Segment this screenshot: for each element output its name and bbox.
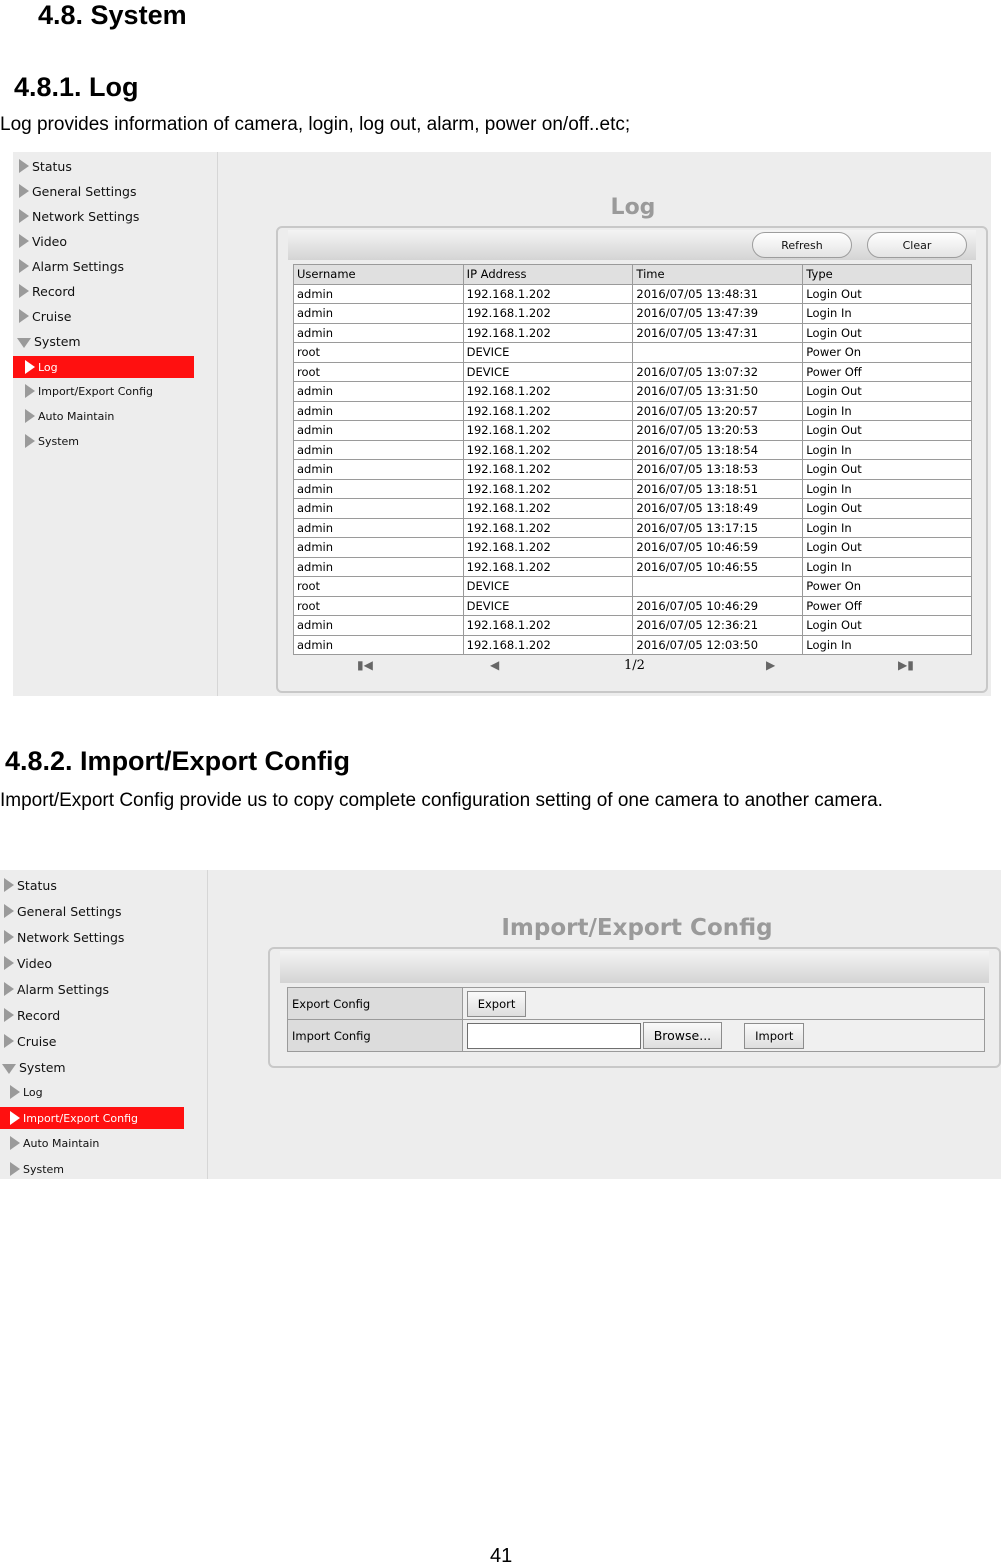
next-page-icon[interactable]: ▶ (766, 658, 776, 672)
nav-label: System (34, 333, 81, 349)
nav-label: Cruise (17, 1033, 57, 1049)
ie-sidebar (0, 870, 208, 1179)
export-config-label: Export Config (288, 988, 463, 1020)
col-ip-address: IP Address (463, 265, 633, 285)
arrow-down-icon (17, 338, 31, 348)
log-frame (276, 226, 988, 693)
nav-label: Status (32, 158, 72, 174)
arrow-right-icon (19, 259, 29, 273)
nav-system[interactable] (2, 1056, 66, 1078)
arrow-right-icon (19, 234, 29, 248)
subnav-auto-maintain[interactable] (10, 1132, 99, 1154)
page-number: 41 (490, 1545, 513, 1567)
nav-label: General Settings (32, 183, 137, 199)
cell-username: admin (294, 499, 464, 519)
cell-ip-address: DEVICE (463, 362, 633, 382)
log-row (294, 362, 972, 382)
nav-network-settings[interactable] (19, 205, 139, 227)
nav-label: Alarm Settings (32, 258, 125, 274)
cell-ip-address: 192.168.1.202 (463, 421, 633, 441)
cell-time: 2016/07/05 10:46:29 (633, 596, 803, 616)
subnav-system[interactable] (25, 430, 79, 452)
nav-record[interactable] (4, 1004, 60, 1026)
subnav-log[interactable] (10, 1081, 43, 1103)
cell-type: Login Out (803, 460, 972, 480)
cell-ip-address: 192.168.1.202 (463, 499, 633, 519)
cell-username: admin (294, 440, 464, 460)
nav-label: Auto Maintain (38, 409, 115, 423)
cell-ip-address: DEVICE (463, 577, 633, 597)
cell-type: Login In (803, 518, 972, 538)
cell-username: admin (294, 538, 464, 558)
arrow-right-icon (19, 209, 29, 223)
cell-ip-address: 192.168.1.202 (463, 479, 633, 499)
cell-time: 2016/07/05 13:18:51 (633, 479, 803, 499)
clear-button[interactable]: Clear (867, 232, 967, 258)
cell-time: 2016/07/05 10:46:55 (633, 557, 803, 577)
arrow-right-icon (4, 930, 14, 944)
refresh-button[interactable]: Refresh (752, 232, 852, 258)
nav-label: Log (38, 360, 58, 374)
nav-label: Cruise (32, 308, 72, 324)
log-row (294, 479, 972, 499)
cell-ip-address: 192.168.1.202 (463, 304, 633, 324)
cell-type: Login In (803, 557, 972, 577)
cell-ip-address: 192.168.1.202 (463, 518, 633, 538)
arrow-right-icon (25, 384, 35, 398)
log-row (294, 635, 972, 655)
cell-username: admin (294, 304, 464, 324)
cell-username: root (294, 577, 464, 597)
arrow-right-icon (19, 184, 29, 198)
cell-username: admin (294, 284, 464, 304)
cell-ip-address: DEVICE (463, 343, 633, 363)
cell-ip-address: 192.168.1.202 (463, 635, 633, 655)
cell-time: 2016/07/05 10:46:59 (633, 538, 803, 558)
nav-label: Network Settings (32, 208, 140, 224)
log-row (294, 323, 972, 343)
col-time: Time (633, 265, 803, 285)
log-row (294, 499, 972, 519)
cell-type: Login Out (803, 616, 972, 636)
cell-ip-address: 192.168.1.202 (463, 440, 633, 460)
section-title: 4.8. System (38, 0, 187, 30)
subnav-system[interactable] (10, 1158, 64, 1180)
cell-type: Login Out (803, 382, 972, 402)
import-button[interactable]: Import (744, 1023, 804, 1049)
ie-toolbar (280, 951, 989, 983)
arrow-right-icon (19, 309, 29, 323)
log-row (294, 538, 972, 558)
cell-username: root (294, 596, 464, 616)
cell-type: Login In (803, 401, 972, 421)
cell-time: 2016/07/05 13:18:54 (633, 440, 803, 460)
cell-type: Power Off (803, 596, 972, 616)
log-header-row (294, 265, 972, 285)
cell-username: admin (294, 460, 464, 480)
subnav-import-export[interactable] (25, 380, 153, 402)
arrow-right-icon (10, 1111, 20, 1125)
nav-cruise[interactable] (19, 305, 71, 327)
cell-username: admin (294, 616, 464, 636)
import-export-screenshot (0, 870, 1001, 1179)
log-row (294, 557, 972, 577)
arrow-right-icon (10, 1136, 20, 1150)
log-table (293, 264, 972, 655)
nav-status[interactable] (4, 874, 57, 896)
nav-label: Record (32, 283, 76, 299)
nav-alarm-settings[interactable] (4, 978, 109, 1000)
log-row (294, 596, 972, 616)
cell-username: root (294, 362, 464, 382)
nav-label: Network Settings (17, 929, 125, 945)
config-table (287, 987, 985, 1052)
col-type: Type (803, 265, 972, 285)
nav-label: System (38, 434, 80, 448)
cell-time (633, 343, 803, 363)
cell-ip-address: DEVICE (463, 596, 633, 616)
nav-label: System (19, 1059, 66, 1075)
nav-general-settings[interactable] (4, 900, 122, 922)
log-row (294, 343, 972, 363)
cell-username: admin (294, 557, 464, 577)
nav-status[interactable] (19, 155, 72, 177)
arrow-right-icon (4, 982, 14, 996)
cell-type: Power On (803, 577, 972, 597)
cell-time: 2016/07/05 13:48:31 (633, 284, 803, 304)
cell-username: admin (294, 401, 464, 421)
import-file-input[interactable] (467, 1023, 641, 1049)
nav-label: Status (17, 877, 57, 893)
cell-ip-address: 192.168.1.202 (463, 557, 633, 577)
last-page-icon[interactable]: ▶▮ (898, 658, 914, 672)
import-row (288, 1020, 985, 1052)
cell-ip-address: 192.168.1.202 (463, 401, 633, 421)
cell-type: Login Out (803, 284, 972, 304)
nav-cruise[interactable] (4, 1030, 56, 1052)
cell-type: Login Out (803, 499, 972, 519)
nav-label: General Settings (17, 903, 122, 919)
arrow-right-icon (19, 284, 29, 298)
page-indicator: 1/2 (624, 658, 645, 673)
nav-label: Video (32, 233, 68, 249)
log-row (294, 382, 972, 402)
arrow-right-icon (25, 360, 35, 374)
nav-label: Auto Maintain (23, 1136, 100, 1150)
nav-general-settings[interactable] (19, 180, 137, 202)
subnav-import-export[interactable] (0, 1107, 184, 1129)
nav-system[interactable] (17, 330, 81, 352)
first-page-icon[interactable]: ▮◀ (357, 658, 373, 672)
arrow-right-icon (4, 904, 14, 918)
cell-ip-address: 192.168.1.202 (463, 323, 633, 343)
cell-type: Power On (803, 343, 972, 363)
cell-time: 2016/07/05 13:20:57 (633, 401, 803, 421)
arrow-right-icon (4, 1008, 14, 1022)
log-panel-title: Log (610, 195, 656, 220)
arrow-right-icon (19, 159, 29, 173)
log-row (294, 577, 972, 597)
cell-time: 2016/07/05 13:17:15 (633, 518, 803, 538)
log-row (294, 616, 972, 636)
cell-type: Login In (803, 479, 972, 499)
nav-alarm-settings[interactable] (19, 255, 124, 277)
log-row (294, 284, 972, 304)
col-username: Username (294, 265, 464, 285)
log-description: Log provides information of camera, login, log out, alarm, power on/off..etc; (0, 114, 631, 135)
nav-record[interactable] (19, 280, 75, 302)
nav-label: Video (17, 955, 53, 971)
arrow-right-icon (4, 878, 14, 892)
cell-type: Power Off (803, 362, 972, 382)
nav-label: System (23, 1162, 65, 1176)
cell-username: admin (294, 382, 464, 402)
arrow-right-icon (10, 1085, 20, 1099)
nav-label: Log (23, 1085, 43, 1099)
nav-video[interactable] (4, 952, 52, 974)
cell-type: Login In (803, 635, 972, 655)
log-row (294, 421, 972, 441)
log-screenshot (13, 152, 991, 696)
arrow-right-icon (25, 434, 35, 448)
arrow-right-icon (10, 1162, 20, 1176)
nav-video[interactable] (19, 230, 67, 252)
cell-username: admin (294, 635, 464, 655)
cell-time: 2016/07/05 13:18:49 (633, 499, 803, 519)
log-row (294, 460, 972, 480)
export-controls (462, 988, 984, 1020)
cell-time: 2016/07/05 13:20:53 (633, 421, 803, 441)
ie-frame (268, 947, 1001, 1068)
cell-time: 2016/07/05 13:07:32 (633, 362, 803, 382)
ie-panel-title: Import/Export Config (501, 915, 773, 941)
import-export-description: Import/Export Config provide us to copy complete configuration setting of one camera to another camera. (0, 790, 883, 811)
cell-time: 2016/07/05 13:47:31 (633, 323, 803, 343)
nav-network-settings[interactable] (4, 926, 124, 948)
nav-label: Import/Export Config (23, 1111, 139, 1125)
log-row (294, 304, 972, 324)
nav-label: Record (17, 1007, 61, 1023)
cell-ip-address: 192.168.1.202 (463, 382, 633, 402)
nav-label: Alarm Settings (17, 981, 110, 997)
arrow-right-icon (4, 956, 14, 970)
cell-ip-address: 192.168.1.202 (463, 284, 633, 304)
export-button[interactable]: Export (467, 991, 527, 1017)
log-row (294, 440, 972, 460)
cell-ip-address: 192.168.1.202 (463, 460, 633, 480)
cell-type: Login Out (803, 421, 972, 441)
log-sidebar (13, 152, 218, 696)
cell-time: 2016/07/05 12:36:21 (633, 616, 803, 636)
log-row (294, 401, 972, 421)
import-export-heading: 4.8.2. Import/Export Config (5, 746, 351, 776)
subnav-auto-maintain[interactable] (25, 405, 114, 427)
cell-username: admin (294, 479, 464, 499)
cell-time (633, 577, 803, 597)
cell-ip-address: 192.168.1.202 (463, 538, 633, 558)
cell-type: Login Out (803, 323, 972, 343)
cell-username: admin (294, 323, 464, 343)
cell-type: Login Out (803, 538, 972, 558)
cell-type: Login In (803, 304, 972, 324)
cell-time: 2016/07/05 13:18:53 (633, 460, 803, 480)
cell-time: 2016/07/05 13:31:50 (633, 382, 803, 402)
log-row (294, 518, 972, 538)
cell-username: root (294, 343, 464, 363)
log-heading: 4.8.1. Log (14, 72, 139, 102)
subnav-log[interactable] (13, 356, 194, 378)
cell-time: 2016/07/05 12:03:50 (633, 635, 803, 655)
cell-username: admin (294, 518, 464, 538)
arrow-right-icon (25, 409, 35, 423)
import-config-label: Import Config (288, 1020, 463, 1052)
cell-username: admin (294, 421, 464, 441)
browse-button[interactable]: Browse... (643, 1022, 722, 1049)
arrow-down-icon (2, 1064, 16, 1074)
cell-ip-address: 192.168.1.202 (463, 616, 633, 636)
cell-time: 2016/07/05 13:47:39 (633, 304, 803, 324)
prev-page-icon[interactable]: ◀ (490, 658, 500, 672)
export-row (288, 988, 985, 1020)
arrow-right-icon (4, 1034, 14, 1048)
cell-type: Login In (803, 440, 972, 460)
nav-label: Import/Export Config (38, 384, 154, 398)
import-controls (462, 1020, 984, 1052)
